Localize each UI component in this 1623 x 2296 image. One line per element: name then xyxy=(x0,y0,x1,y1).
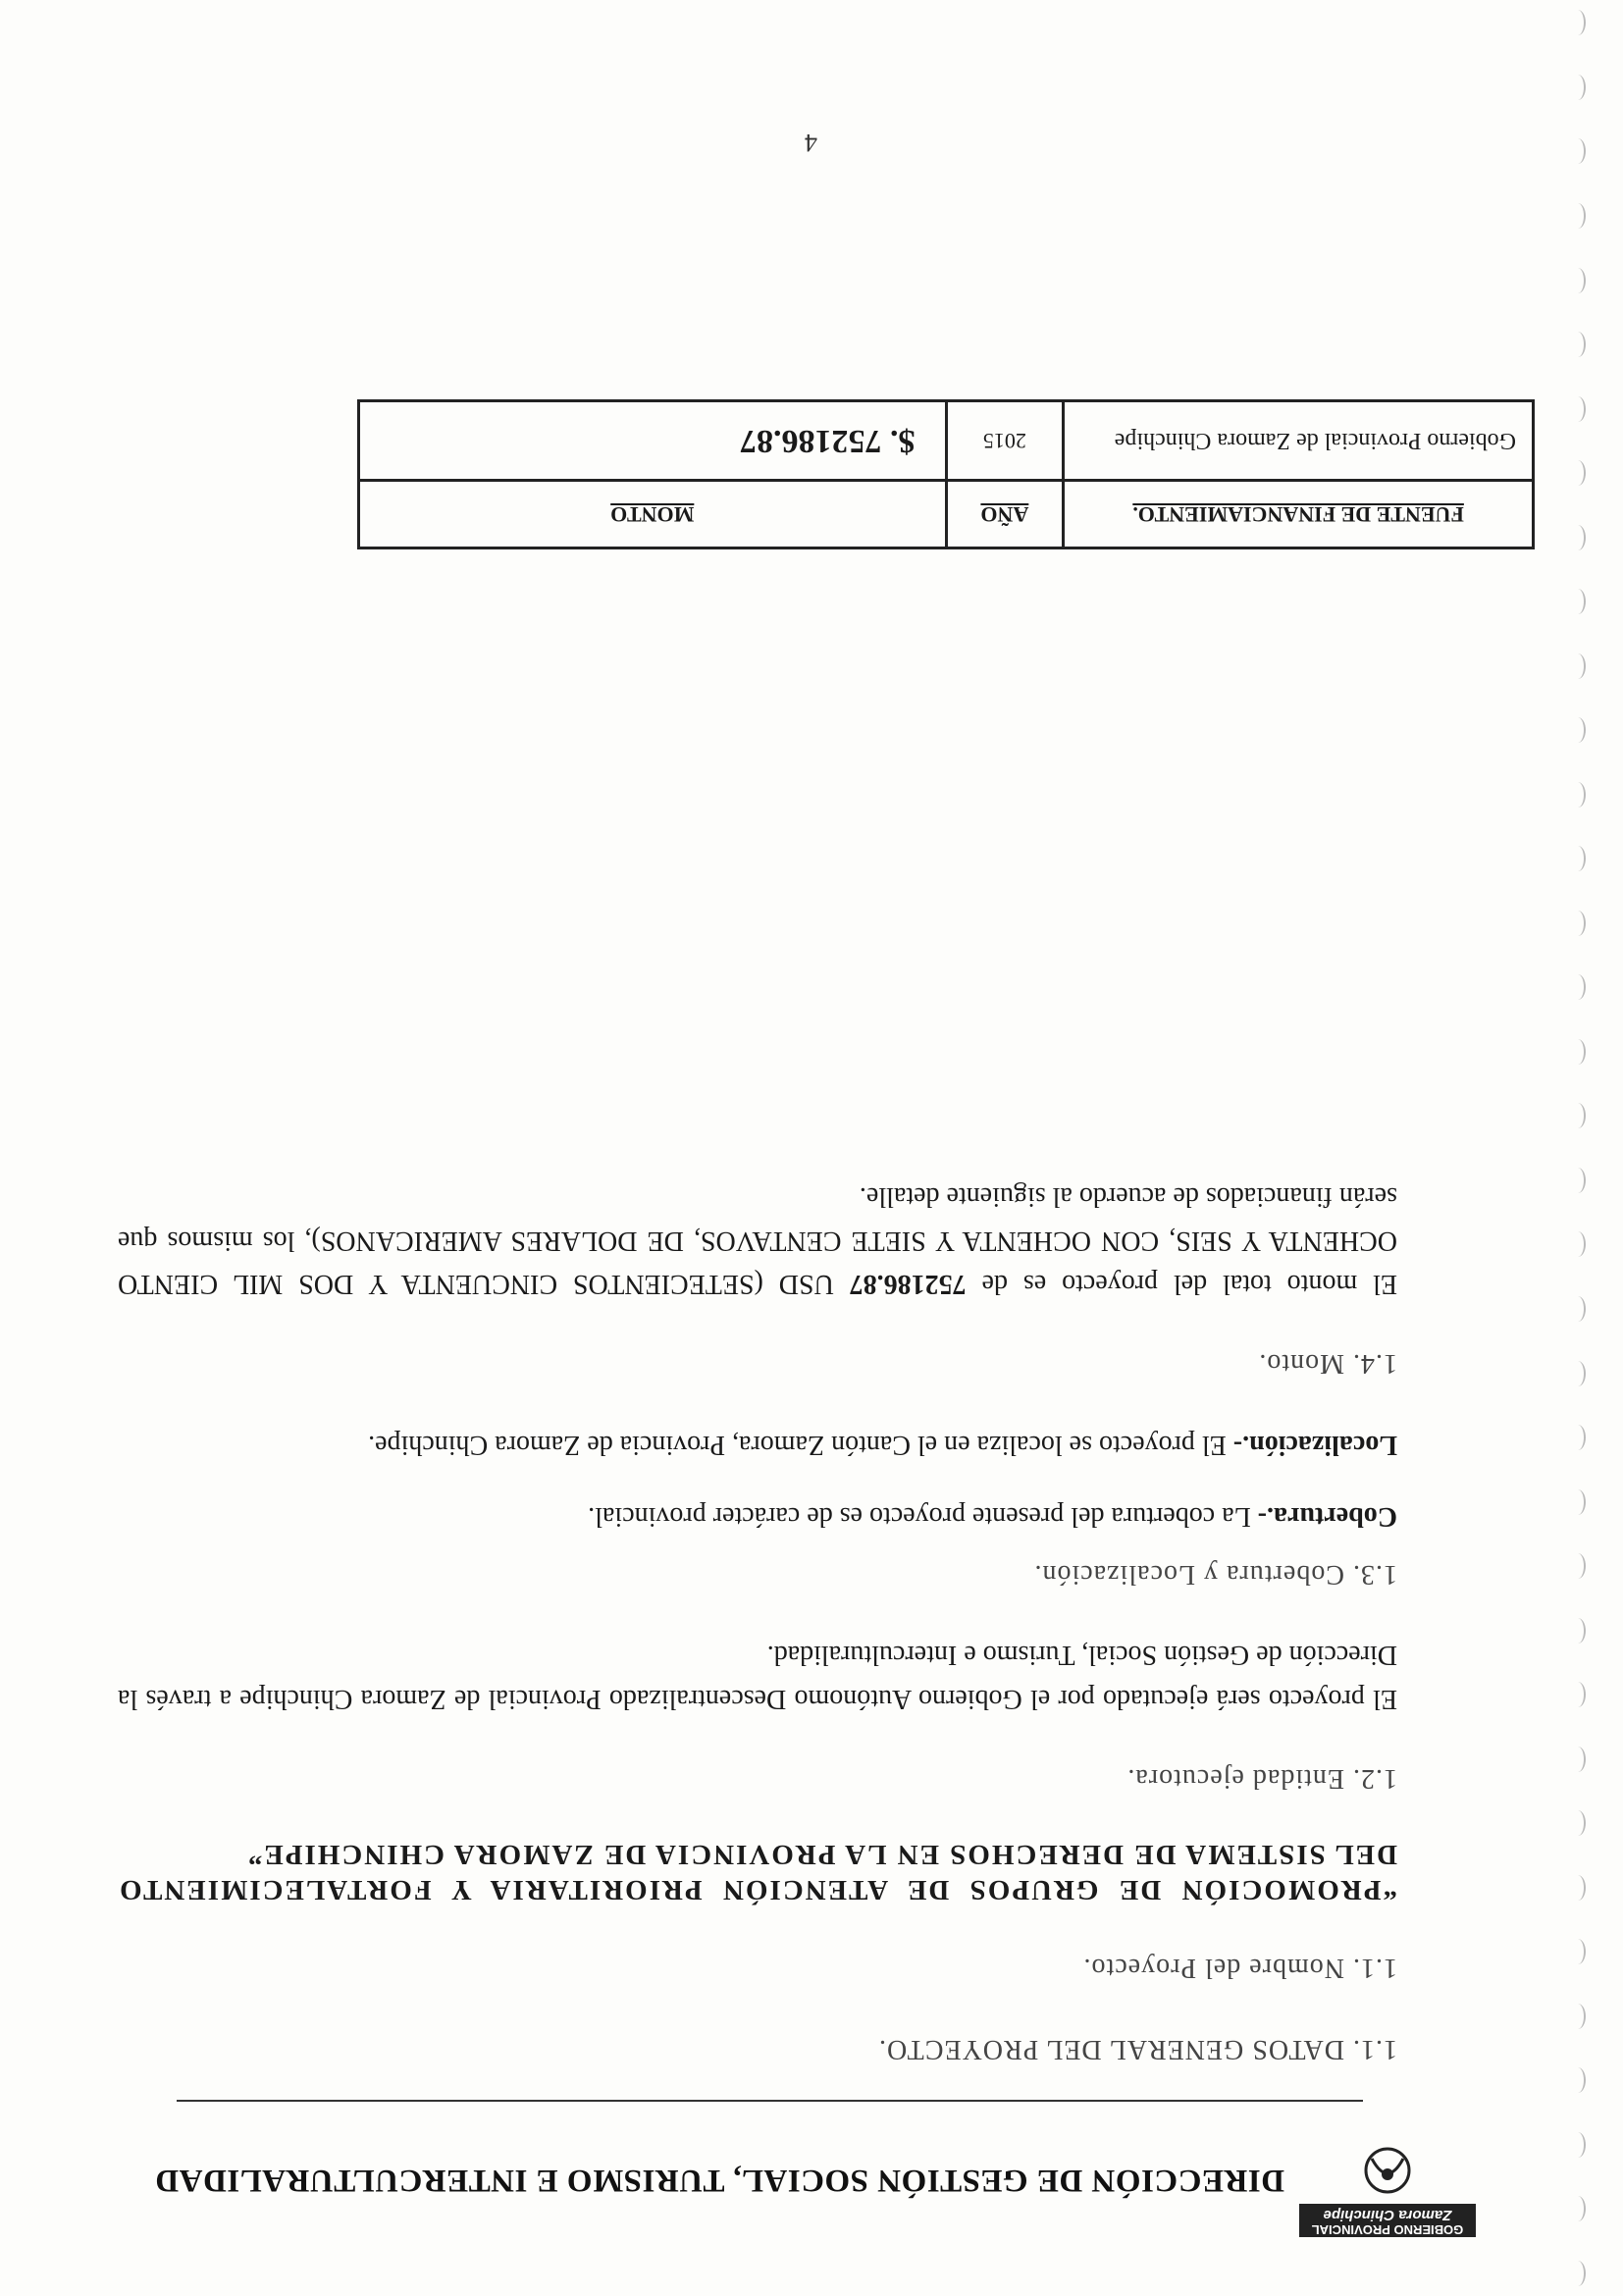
letterhead xyxy=(118,2129,1476,2237)
project-name: “PROMOCIÓN DE GRUPOS DE ATENCIÓN PRIORITARIA Y FORTALECIMIENTO DEL SISTEMA DE DERECHOS EN LA PROVINCIA DE ZAMORA CHINCHIPE” xyxy=(118,1839,1397,1906)
paragraph-entidad: El proyecto será ejecutado por el Gobierno Autónomo Descentralizado Provincial de Zamora Chinchipe a través la Dirección de Gestión Social, Turismo e Interculturalidad. xyxy=(118,1640,1397,1715)
cell-monto: $. 752186.87 xyxy=(359,401,947,481)
document-body xyxy=(118,1146,1476,2070)
column-header-monto: MONTO xyxy=(359,481,947,548)
column-header-ano: AÑO xyxy=(946,481,1064,548)
section-heading-entidad: 1.2. Entidad ejecutora. xyxy=(1126,1762,1397,1794)
table-row xyxy=(359,401,1534,481)
funding-table xyxy=(357,399,1535,549)
emblem-icon xyxy=(1358,2143,1417,2198)
letterhead-divider xyxy=(177,2100,1363,2102)
section-heading-monto: 1.4. Monto. xyxy=(1258,1348,1397,1380)
paragraph-localizacion xyxy=(118,1422,1476,1466)
cell-fuente: Gobierno Provincial de Zamora Chinchipe xyxy=(1064,401,1534,481)
government-logo xyxy=(1299,2139,1476,2237)
monto-text-1: El monto total del proyecto es de xyxy=(981,1269,1397,1300)
table-header-row xyxy=(359,481,1534,548)
binding-holes xyxy=(1544,10,1603,2286)
letterhead-title: DIRECCIÓN DE GESTIÓN SOCIAL, TURISMO E INTERCULTURALIDAD xyxy=(154,2163,1284,2198)
column-header-fuente: FUENTE DE FINANCIAMIENTO. xyxy=(1064,481,1534,548)
cell-ano: 2015 xyxy=(946,401,1064,481)
paragraph-cobertura xyxy=(118,1493,1476,1538)
logo-text-box xyxy=(1299,2204,1476,2237)
section-heading-nombre: 1.1. Nombre del Proyecto. xyxy=(1082,1953,1397,1984)
cobertura-text: La cobertura del presente proyecto es de carácter provincial. xyxy=(588,1500,1251,1532)
monto-text-2: USD (SETECIENTOS CINCUENTA Y DOS MIL CIENTO OCHENTA Y SEIS, CON OCHENTA Y SIETE CENTAVOS, DE DOLARES AMERICANOS), los mismos que serán financiados de acuerdo al siguiente detalle. xyxy=(117,1180,1397,1300)
logo-line-1: GOBIERNO PROVINCIAL xyxy=(1311,2222,1464,2237)
localizacion-label: Localización.- xyxy=(1232,1429,1397,1460)
section-heading-datos-generales: 1.1. DATOS GENERAL DEL PROYECTO. xyxy=(877,2034,1397,2064)
monto-amount: 752186.87 xyxy=(849,1269,967,1300)
localizacion-text: El proyecto se localiza en el Cantón Zamora, Provincia de Zamora Chinchipe. xyxy=(368,1429,1227,1460)
cobertura-label: Cobertura.- xyxy=(1257,1500,1397,1532)
logo-line-2: Zamora Chinchipe xyxy=(1323,2207,1452,2223)
paragraph-monto xyxy=(118,1174,1476,1305)
page-number: 4 xyxy=(805,129,817,157)
section-heading-cobertura: 1.3. Cobertura y Localización. xyxy=(1033,1558,1397,1590)
